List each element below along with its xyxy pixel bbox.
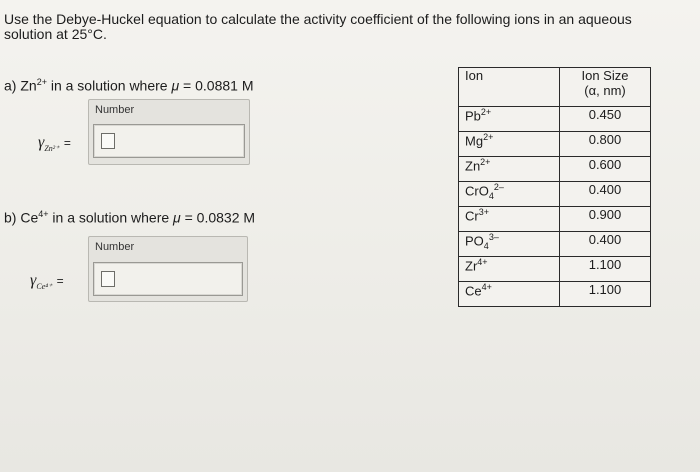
ion-size-cell: 0.900 [560, 207, 651, 232]
table-row [459, 207, 651, 232]
header-ion-size [560, 68, 651, 107]
part-a-mu: μ [171, 77, 180, 94]
part-b-input-cursor [101, 271, 115, 287]
question-line-2: solution at 25°C. [4, 26, 107, 42]
table-row [459, 182, 651, 207]
ion-size-cell: 0.800 [560, 132, 651, 157]
part-b-value: = 0.0832 M [180, 209, 256, 226]
ion-size-cell: 1.100 [560, 282, 651, 307]
ion-subscript: 4 [488, 190, 494, 201]
part-a-ion: Zn [20, 77, 37, 94]
table-row [459, 232, 651, 257]
ion-charge: 2+ [480, 157, 491, 167]
part-b-charge: 4+ [38, 209, 49, 219]
gamma-zn-label [38, 134, 71, 153]
ion-charge: 2+ [480, 107, 492, 117]
ion-cell [459, 107, 560, 132]
header-size-line1: Ion Size [581, 68, 629, 83]
ion-formula: Zr [465, 258, 478, 274]
ion-size-cell: 0.400 [560, 182, 651, 207]
table-row [459, 282, 651, 307]
part-b-text: in a solution where [48, 209, 174, 226]
header-ion: Ion [459, 68, 560, 107]
part-a-text: in a solution where [46, 77, 172, 94]
ion-cell [459, 132, 560, 157]
gamma-zn-subscript: Zn²⁺ [44, 144, 60, 154]
gamma-ce-equals: = [56, 274, 64, 288]
ion-charge: 4+ [481, 282, 492, 292]
ion-formula: Cr [465, 208, 479, 224]
part-a-charge: 2+ [36, 77, 47, 87]
table-row [459, 257, 651, 282]
part-a-answer-input[interactable] [93, 124, 245, 158]
ion-size-table [458, 67, 651, 307]
ion-charge: 2– [493, 182, 504, 192]
ion-formula: PO [465, 233, 484, 249]
ion-cell [459, 182, 560, 207]
gamma-zn-equals: = [63, 136, 71, 150]
part-a-value: = 0.0881 M [179, 77, 254, 94]
ion-formula: Mg [465, 133, 484, 149]
part-a-number-label: Number [95, 104, 135, 116]
ion-formula: CrO [465, 183, 489, 199]
part-b-number-label: Number [95, 241, 135, 253]
ion-charge: 2+ [483, 132, 494, 142]
ion-cell [459, 282, 560, 307]
table-row [459, 132, 651, 157]
gamma-ce-subscript: Ce⁴⁺ [36, 282, 53, 292]
ion-charge: 3– [488, 232, 499, 242]
part-a-answer-panel [88, 99, 250, 165]
header-size-line2: (α, nm) [584, 83, 626, 98]
ion-formula: Pb [465, 108, 481, 124]
ion-cell [459, 257, 560, 282]
table-header-row [459, 68, 651, 107]
ion-size-cell: 1.100 [560, 257, 651, 282]
part-b-answer-input[interactable] [93, 262, 243, 296]
part-b-prefix: b) [4, 209, 21, 226]
ion-cell [459, 157, 560, 182]
ion-size-cell: 0.450 [560, 107, 651, 132]
ion-size-cell: 0.400 [560, 232, 651, 257]
part-a-label [4, 77, 253, 94]
gamma-ce-label [30, 272, 64, 291]
ion-charge: 3+ [478, 207, 489, 217]
table-row [459, 157, 651, 182]
ion-size-cell: 0.600 [560, 157, 651, 182]
part-b-label [4, 209, 255, 226]
part-b-ion: Ce [20, 209, 39, 226]
question-line-1: Use the Debye-Huckel equation to calculate the activity coefficient of the following ions in an aqueous [4, 11, 632, 27]
part-a-input-cursor [101, 133, 115, 149]
ion-cell [459, 207, 560, 232]
table-row [459, 107, 651, 132]
part-b-mu: μ [173, 209, 181, 226]
ion-cell [459, 232, 560, 257]
gamma-zn-symbol: γ [38, 134, 45, 151]
part-b-answer-panel [88, 236, 248, 302]
part-a-prefix: a) [4, 77, 21, 94]
ion-formula: Ce [465, 283, 482, 299]
gamma-ce-symbol: γ [30, 272, 37, 289]
ion-charge: 4+ [477, 257, 488, 267]
ion-formula: Zn [465, 158, 481, 174]
question-text [4, 12, 694, 42]
ion-subscript: 4 [483, 240, 489, 251]
